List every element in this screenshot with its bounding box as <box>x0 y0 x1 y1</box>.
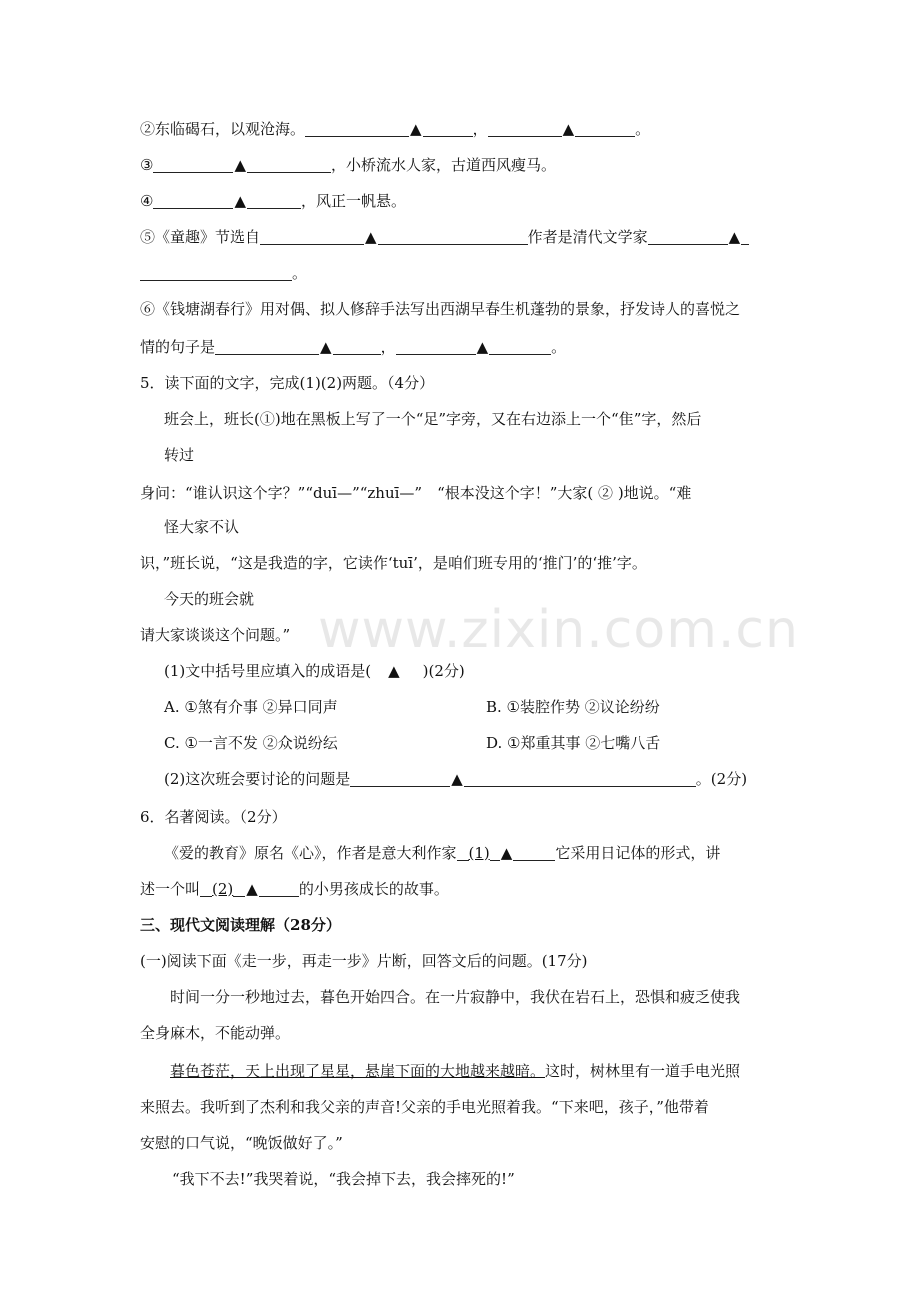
item-text: ②东临碣石，以观沧海。 <box>140 120 306 138</box>
question-4-item-2 <box>140 118 650 140</box>
answer-marker: ▲ <box>410 120 422 138</box>
answer-blank[interactable] <box>259 880 299 897</box>
answer-blank[interactable] <box>153 156 233 173</box>
answer-blank[interactable] <box>333 338 381 355</box>
passage-line: 时间一分一秒地过去，暮色开始四合。在一片寂静中，我伏在岩石上，恐惧和疲乏使我 <box>170 988 741 1006</box>
answer-blank[interactable] <box>423 120 473 137</box>
item-text: )(2分) <box>422 662 465 680</box>
item-text: 《爱的教育》原名《心》，作者是意大利作家 <box>164 844 457 862</box>
item-text: ， <box>380 338 396 356</box>
answer-marker: ▲ <box>500 844 513 862</box>
item-text: ③ <box>140 156 154 174</box>
answer-marker: ▲ <box>388 662 400 680</box>
item-text: 这时，树林里有一道手电光照 <box>545 1062 741 1080</box>
item-text: 。 <box>635 120 651 138</box>
answer-blank[interactable] <box>378 228 528 245</box>
section-3-title: 三、现代文阅读理解（28分） <box>140 916 341 934</box>
answer-marker: ▲ <box>365 228 377 246</box>
item-text: 。 <box>292 264 308 282</box>
answer-blank[interactable] <box>247 156 331 173</box>
option-d[interactable]: D. ①郑重其事 ②七嘴八舌 <box>486 734 661 752</box>
question-5-sub-2 <box>164 768 747 790</box>
passage-line: 安慰的口气说，“晚饭做好了。” <box>140 1134 343 1152</box>
item-text: 的小男孩成长的故事。 <box>298 880 449 898</box>
blank-number: (1) <box>468 844 490 862</box>
question-6-title: 6．名著阅读。（2分） <box>140 808 287 826</box>
item-text: ， <box>472 120 488 138</box>
answer-blank[interactable] <box>648 228 728 245</box>
question-5-passage-line: 怪大家不认 <box>164 518 240 536</box>
item-text: ，风正一帆悬。 <box>301 192 407 210</box>
option-a[interactable]: A. ①煞有介事 ②异口同声 <box>164 698 338 716</box>
section-3-subtitle: (一)阅读下面《走一步，再走一步》片断，回答文后的问题。(17分) <box>140 952 588 970</box>
answer-blank[interactable] <box>464 770 696 787</box>
passage-line: 来照去。我听到了杰利和我父亲的声音!父亲的手电光照着我。“下来吧，孩子，”他带着 <box>140 1098 709 1116</box>
item-text: ④ <box>140 192 154 210</box>
answer-blank[interactable] <box>575 120 635 137</box>
answer-marker: ▲ <box>234 192 246 210</box>
item-text: (1)文中括号里应填入的成语是( <box>164 662 372 680</box>
answer-blank[interactable] <box>260 228 364 245</box>
item-text: 它采用日记体的形式，讲 <box>555 844 721 862</box>
question-4-item-5 <box>140 226 749 248</box>
answer-blank[interactable] <box>457 844 469 861</box>
question-5-sub-1 <box>164 660 465 682</box>
answer-blank[interactable] <box>140 264 292 281</box>
question-5-passage-line: 识，”班长说，“这是我造的字，它读作‘tuī’，是咱们班专用的‘推门’的‘推’字。 <box>140 554 647 572</box>
item-text: ⑤《童趣》节选自 <box>140 228 261 246</box>
answer-blank[interactable] <box>741 228 749 245</box>
passage-line: 全身麻木，不能动弹。 <box>140 1024 291 1042</box>
answer-marker: ▲ <box>562 120 575 138</box>
answer-blank[interactable] <box>215 338 319 355</box>
option-b[interactable]: B. ①装腔作势 ②议论纷纷 <box>486 698 660 716</box>
answer-blank[interactable] <box>350 770 450 787</box>
question-5-passage-line: 请大家谈谈这个问题。” <box>140 626 291 644</box>
answer-blank[interactable] <box>233 880 245 897</box>
question-4-item-6-cont <box>140 336 566 358</box>
question-4-item-5-cont <box>140 262 307 284</box>
watermark: www.zixin.com.cn <box>318 600 799 660</box>
item-text: (2)这次班会要讨论的问题是 <box>164 770 351 788</box>
underlined-sentence: 暮色苍茫，天上出现了星星，悬崖下面的大地越来越暗。 <box>170 1062 546 1080</box>
answer-marker: ▲ <box>246 880 258 898</box>
answer-blank[interactable] <box>488 120 562 137</box>
answer-blank[interactable] <box>247 192 301 209</box>
answer-marker: ▲ <box>728 228 741 246</box>
item-text: 。 <box>551 338 567 356</box>
answer-blank[interactable] <box>513 844 555 861</box>
item-text: 情的句子是 <box>140 338 216 356</box>
passage-line: “我下不去!”我哭着说，“我会掉下去，我会摔死的!” <box>172 1170 515 1188</box>
question-5-passage-line: 身问：“谁认识这个字？”“duī—”“zhuī—” “根本没这个字！”大家( ② )地说。“难 <box>140 484 692 502</box>
question-5-title: 5．读下面的文字，完成(1)(2)两题。（4分） <box>140 374 435 392</box>
item-text: 作者是清代文学家 <box>527 228 648 246</box>
question-5-passage-line: 班会上，班长(①)地在黑板上写了一个“足”字旁，又在右边添上一个“隹”字，然后 <box>164 410 702 428</box>
item-text: ，小桥流水人家，古道西风瘦马。 <box>331 156 557 174</box>
answer-marker: ▲ <box>451 770 463 788</box>
answer-marker: ▲ <box>234 156 246 174</box>
option-c[interactable]: C. ①一言不发 ②众说纷纭 <box>164 734 338 752</box>
item-text: ⑥《钱塘湖春行》用对偶、拟人修辞手法写出西湖早春生机蓬勃的景象，抒发诗人的喜悦之 <box>140 300 741 318</box>
answer-blank[interactable] <box>305 120 409 137</box>
answer-blank[interactable] <box>396 338 476 355</box>
answer-blank[interactable] <box>200 880 212 897</box>
blank-number: (2) <box>212 880 234 898</box>
answer-blank[interactable] <box>490 844 500 861</box>
answer-marker: ▲ <box>476 338 489 356</box>
question-5-passage-line: 今天的班会就 <box>164 590 255 608</box>
answer-marker: ▲ <box>320 338 332 356</box>
answer-blank[interactable] <box>153 192 233 209</box>
question-4-item-6 <box>140 298 740 320</box>
question-5-passage-line: 转过 <box>164 446 195 464</box>
question-6-line-1 <box>164 842 720 864</box>
question-4-item-4 <box>140 190 406 212</box>
item-text: 。(2分) <box>695 770 748 788</box>
passage-line <box>164 1060 740 1082</box>
answer-blank[interactable] <box>489 338 551 355</box>
question-6-line-2 <box>140 878 449 900</box>
item-text: 述一个叫 <box>140 880 201 898</box>
question-4-item-3 <box>140 154 556 176</box>
